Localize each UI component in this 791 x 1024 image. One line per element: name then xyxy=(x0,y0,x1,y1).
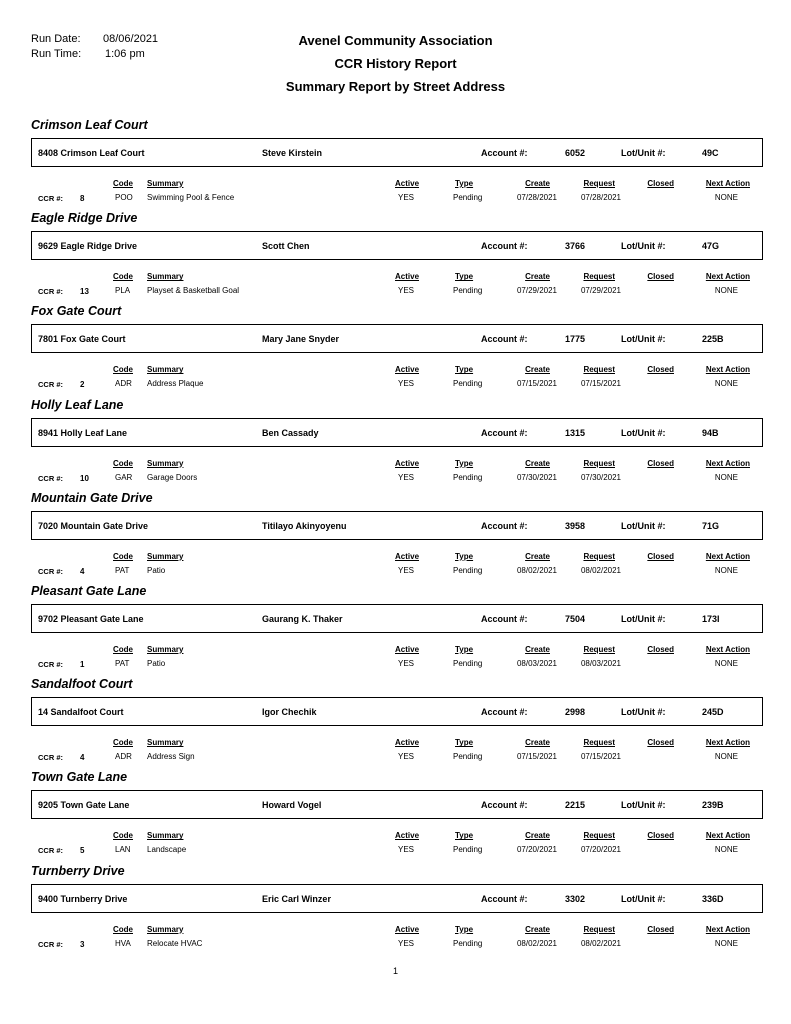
owner-name: Titilayo Akinyoyenu xyxy=(262,520,347,531)
col-type-header: Type xyxy=(455,179,474,188)
ccr-request-date: 07/15/2021 xyxy=(580,752,621,762)
col-create-header: Create xyxy=(525,272,550,282)
ccr-summary: Playset & Basketball Goal xyxy=(147,286,240,296)
account-label: Account #: xyxy=(481,148,528,158)
ccr-request-date: 08/03/2021 xyxy=(580,659,621,668)
col-summary-header: Summary xyxy=(147,831,184,841)
ccr-number: 2 xyxy=(80,380,85,390)
ccr-next-action: NONE xyxy=(714,565,738,575)
account-label: Account #: xyxy=(481,893,528,904)
owner-name: Scott Chen xyxy=(262,241,310,252)
account-label: Account #: xyxy=(481,427,528,438)
street-heading: Crimson Leaf Court xyxy=(31,118,148,132)
col-closed-header: Closed xyxy=(647,645,674,654)
ccr-type: Pending xyxy=(453,472,483,482)
col-next-action-header: Next Action xyxy=(705,831,750,841)
col-closed-header: Closed xyxy=(647,924,674,934)
ccr-code: HVA xyxy=(115,938,131,948)
account-label: Account #: xyxy=(481,800,528,811)
ccr-type: Pending xyxy=(453,286,483,296)
col-active-header: Active xyxy=(395,365,420,375)
col-request-header: Request xyxy=(583,272,615,282)
report-subtitle: Summary Report by Street Address xyxy=(285,79,506,94)
street-heading: Mountain Gate Drive xyxy=(31,490,153,505)
lot-number: 225B xyxy=(702,334,724,345)
street-heading: Sandalfoot Court xyxy=(31,677,133,692)
col-active-header: Active xyxy=(395,738,420,748)
col-type-header: Type xyxy=(455,738,474,748)
col-active-header: Active xyxy=(395,458,420,468)
col-active-header: Active xyxy=(395,551,420,561)
ccr-create-date: 07/15/2021 xyxy=(516,752,557,762)
col-create-header: Create xyxy=(525,924,550,934)
street-heading: Turnberry Drive xyxy=(31,863,125,878)
ccr-code: ADR xyxy=(115,379,132,389)
col-code-header: Code xyxy=(113,551,133,561)
ccr-create-date: 07/30/2021 xyxy=(516,472,557,482)
property-address: 8941 Holly Leaf Lane xyxy=(38,427,128,438)
street-heading: Eagle Ridge Drive xyxy=(31,211,138,226)
lot-number: 71G xyxy=(702,520,720,531)
lot-label: Lot/Unit #: xyxy=(621,148,666,158)
ccr-create-date: 07/15/2021 xyxy=(516,379,557,389)
col-create-header: Create xyxy=(525,831,550,841)
col-code-header: Code xyxy=(113,738,133,748)
ccr-create-date: 08/03/2021 xyxy=(516,659,557,668)
run-date-label: Run Date: xyxy=(31,33,81,45)
report-title: CCR History Report xyxy=(334,56,457,71)
ccr-active: YES xyxy=(398,659,415,668)
col-type-header: Type xyxy=(455,458,474,468)
owner-name: Igor Chechik xyxy=(262,707,317,718)
ccr-type: Pending xyxy=(453,379,483,389)
owner-name: Ben Cassady xyxy=(262,427,319,438)
property-address: 9629 Eagle Ridge Drive xyxy=(38,241,138,252)
ccr-summary: Landscape xyxy=(147,845,187,855)
ccr-next-action: NONE xyxy=(714,286,738,296)
ccr-label: CCR #: xyxy=(38,380,64,390)
street-heading: Fox Gate Court xyxy=(31,304,122,319)
ccr-number: 4 xyxy=(80,753,85,763)
ccr-create-date: 08/02/2021 xyxy=(516,938,557,948)
col-summary-header: Summary xyxy=(147,924,184,934)
ccr-number: 3 xyxy=(80,939,85,949)
col-closed-header: Closed xyxy=(647,179,674,188)
col-code-header: Code xyxy=(113,645,133,654)
col-code-header: Code xyxy=(113,365,133,375)
col-active-header: Active xyxy=(395,831,420,841)
ccr-code: LAN xyxy=(115,845,131,855)
col-code-header: Code xyxy=(113,458,133,468)
ccr-code: PLA xyxy=(115,286,131,296)
account-number: 2215 xyxy=(565,800,586,811)
col-active-header: Active xyxy=(395,924,420,934)
col-closed-header: Closed xyxy=(647,738,674,748)
col-type-header: Type xyxy=(455,831,474,841)
owner-name: Eric Carl Winzer xyxy=(262,893,331,904)
ccr-type: Pending xyxy=(453,659,483,668)
account-number: 2998 xyxy=(565,707,586,718)
ccr-code: PAT xyxy=(115,659,130,668)
col-type-header: Type xyxy=(455,924,474,934)
lot-number: 49C xyxy=(702,148,719,158)
ccr-summary: Garage Doors xyxy=(147,472,198,482)
ccr-next-action: NONE xyxy=(714,379,738,389)
col-next-action-header: Next Action xyxy=(705,645,750,654)
col-summary-header: Summary xyxy=(147,272,184,282)
run-time-label: Run Time: xyxy=(31,48,82,60)
lot-number: 336D xyxy=(702,893,724,904)
ccr-summary: Address Sign xyxy=(147,752,195,762)
lot-number: 245D xyxy=(702,707,724,718)
ccr-number: 1 xyxy=(80,660,85,669)
col-create-header: Create xyxy=(525,738,550,748)
col-closed-header: Closed xyxy=(647,458,674,468)
ccr-label: CCR #: xyxy=(38,753,64,763)
col-type-header: Type xyxy=(455,272,474,282)
col-request-header: Request xyxy=(583,458,615,468)
ccr-type: Pending xyxy=(453,193,483,202)
col-request-header: Request xyxy=(583,924,615,934)
col-code-header: Code xyxy=(113,831,133,841)
ccr-active: YES xyxy=(398,565,415,575)
ccr-label: CCR #: xyxy=(38,473,64,483)
col-type-header: Type xyxy=(455,365,474,375)
owner-name: Howard Vogel xyxy=(262,800,322,811)
ccr-request-date: 07/28/2021 xyxy=(580,193,621,202)
ccr-label: CCR #: xyxy=(38,287,64,297)
col-next-action-header: Next Action xyxy=(705,924,750,934)
ccr-active: YES xyxy=(398,286,415,296)
ccr-active: YES xyxy=(398,472,415,482)
col-type-header: Type xyxy=(455,551,474,561)
ccr-number: 10 xyxy=(80,473,89,483)
run-time-value: 1:06 pm xyxy=(105,48,145,60)
ccr-request-date: 07/30/2021 xyxy=(580,472,621,482)
ccr-request-date: 08/02/2021 xyxy=(580,938,621,948)
property-address: 9400 Turnberry Drive xyxy=(38,893,128,904)
ccr-type: Pending xyxy=(453,565,483,575)
col-next-action-header: Next Action xyxy=(705,458,750,468)
ccr-label: CCR #: xyxy=(38,939,64,949)
org-title: Avenel Community Association xyxy=(298,33,493,48)
account-label: Account #: xyxy=(481,334,528,345)
col-code-header: Code xyxy=(113,924,133,934)
ccr-next-action: NONE xyxy=(714,752,738,762)
account-number: 1315 xyxy=(565,427,586,438)
account-number: 3958 xyxy=(565,520,586,531)
lot-label: Lot/Unit #: xyxy=(621,614,666,624)
property-address: 8408 Crimson Leaf Court xyxy=(38,148,145,158)
ccr-number: 4 xyxy=(80,566,85,576)
account-number: 7504 xyxy=(565,614,586,624)
col-active-header: Active xyxy=(395,272,420,282)
account-number: 3766 xyxy=(565,241,586,252)
ccr-create-date: 07/29/2021 xyxy=(516,286,557,296)
ccr-type: Pending xyxy=(453,752,483,762)
account-number: 3302 xyxy=(565,893,586,904)
ccr-active: YES xyxy=(398,938,415,948)
ccr-next-action: NONE xyxy=(714,659,738,668)
ccr-request-date: 07/15/2021 xyxy=(580,379,621,389)
ccr-code: ADR xyxy=(115,752,132,762)
col-closed-header: Closed xyxy=(647,831,674,841)
col-next-action-header: Next Action xyxy=(705,179,750,188)
lot-number: 239B xyxy=(702,800,724,811)
ccr-active: YES xyxy=(398,379,415,389)
ccr-active: YES xyxy=(398,845,415,855)
ccr-number: 13 xyxy=(80,287,89,297)
ccr-active: YES xyxy=(398,193,415,202)
col-summary-header: Summary xyxy=(147,179,184,188)
col-active-header: Active xyxy=(395,179,420,188)
col-summary-header: Summary xyxy=(147,551,184,561)
col-create-header: Create xyxy=(525,645,550,654)
street-heading: Holly Leaf Lane xyxy=(31,397,124,412)
ccr-number: 5 xyxy=(80,846,85,856)
col-closed-header: Closed xyxy=(647,365,674,375)
ccr-request-date: 08/02/2021 xyxy=(580,565,621,575)
col-next-action-header: Next Action xyxy=(705,551,750,561)
street-heading: Town Gate Lane xyxy=(31,770,128,785)
property-address: 9702 Pleasant Gate Lane xyxy=(38,614,144,624)
lot-label: Lot/Unit #: xyxy=(621,800,666,811)
col-create-header: Create xyxy=(525,365,550,375)
lot-number: 173I xyxy=(702,614,720,624)
lot-label: Lot/Unit #: xyxy=(621,427,666,438)
ccr-number: 8 xyxy=(80,194,85,203)
col-code-header: Code xyxy=(113,179,133,188)
ccr-code: POO xyxy=(115,193,133,202)
ccr-summary: Swimming Pool & Fence xyxy=(147,193,235,202)
ccr-request-date: 07/29/2021 xyxy=(580,286,621,296)
col-closed-header: Closed xyxy=(647,551,674,561)
lot-number: 47G xyxy=(702,241,720,252)
ccr-create-date: 07/28/2021 xyxy=(516,193,557,202)
ccr-request-date: 07/20/2021 xyxy=(580,845,621,855)
account-label: Account #: xyxy=(481,707,528,718)
col-request-header: Request xyxy=(583,831,615,841)
col-summary-header: Summary xyxy=(147,738,184,748)
ccr-create-date: 07/20/2021 xyxy=(516,845,557,855)
ccr-code: PAT xyxy=(115,565,130,575)
col-summary-header: Summary xyxy=(147,645,184,654)
property-address: 9205 Town Gate Lane xyxy=(38,800,130,811)
col-summary-header: Summary xyxy=(147,458,184,468)
col-type-header: Type xyxy=(455,645,474,654)
lot-label: Lot/Unit #: xyxy=(621,893,666,904)
lot-label: Lot/Unit #: xyxy=(621,707,666,718)
ccr-next-action: NONE xyxy=(714,193,738,202)
ccr-create-date: 08/02/2021 xyxy=(516,565,557,575)
lot-label: Lot/Unit #: xyxy=(621,520,666,531)
account-number: 1775 xyxy=(565,334,586,345)
col-request-header: Request xyxy=(583,179,615,188)
account-number: 6052 xyxy=(565,148,586,158)
col-create-header: Create xyxy=(525,551,550,561)
owner-name: Mary Jane Snyder xyxy=(262,334,340,345)
street-heading: Pleasant Gate Lane xyxy=(31,584,147,598)
ccr-label: CCR #: xyxy=(38,566,64,576)
col-next-action-header: Next Action xyxy=(705,272,750,282)
ccr-next-action: NONE xyxy=(714,472,738,482)
col-code-header: Code xyxy=(113,272,133,282)
ccr-summary: Patio xyxy=(147,565,166,575)
owner-name: Gaurang K. Thaker xyxy=(262,614,343,624)
ccr-summary: Relocate HVAC xyxy=(147,938,203,948)
ccr-type: Pending xyxy=(453,845,483,855)
col-next-action-header: Next Action xyxy=(705,738,750,748)
col-request-header: Request xyxy=(583,365,615,375)
ccr-active: YES xyxy=(398,752,415,762)
col-next-action-header: Next Action xyxy=(705,365,750,375)
ccr-next-action: NONE xyxy=(714,938,738,948)
col-summary-header: Summary xyxy=(147,365,184,375)
col-request-header: Request xyxy=(583,551,615,561)
account-label: Account #: xyxy=(481,614,528,624)
run-date-value: 08/06/2021 xyxy=(103,33,159,45)
col-request-header: Request xyxy=(583,645,615,654)
lot-number: 94B xyxy=(702,427,719,438)
col-closed-header: Closed xyxy=(647,272,674,282)
owner-name: Steve Kirstein xyxy=(262,148,323,158)
ccr-label: CCR #: xyxy=(38,194,64,203)
col-request-header: Request xyxy=(583,738,615,748)
page-number: 1 xyxy=(392,966,398,976)
lot-label: Lot/Unit #: xyxy=(621,241,666,252)
lot-label: Lot/Unit #: xyxy=(621,334,666,345)
account-label: Account #: xyxy=(481,520,528,531)
col-create-header: Create xyxy=(525,458,550,468)
col-active-header: Active xyxy=(395,645,420,654)
property-address: 7801 Fox Gate Court xyxy=(38,334,126,345)
ccr-summary: Patio xyxy=(147,659,166,668)
account-label: Account #: xyxy=(481,241,528,252)
ccr-label: CCR #: xyxy=(38,660,64,669)
ccr-type: Pending xyxy=(453,938,483,948)
ccr-label: CCR #: xyxy=(38,846,64,856)
col-create-header: Create xyxy=(525,179,550,188)
ccr-code: GAR xyxy=(115,472,133,482)
ccr-summary: Address Plaque xyxy=(147,379,204,389)
property-address: 14 Sandalfoot Court xyxy=(38,707,124,718)
ccr-next-action: NONE xyxy=(714,845,738,855)
property-address: 7020 Mountain Gate Drive xyxy=(38,520,149,531)
